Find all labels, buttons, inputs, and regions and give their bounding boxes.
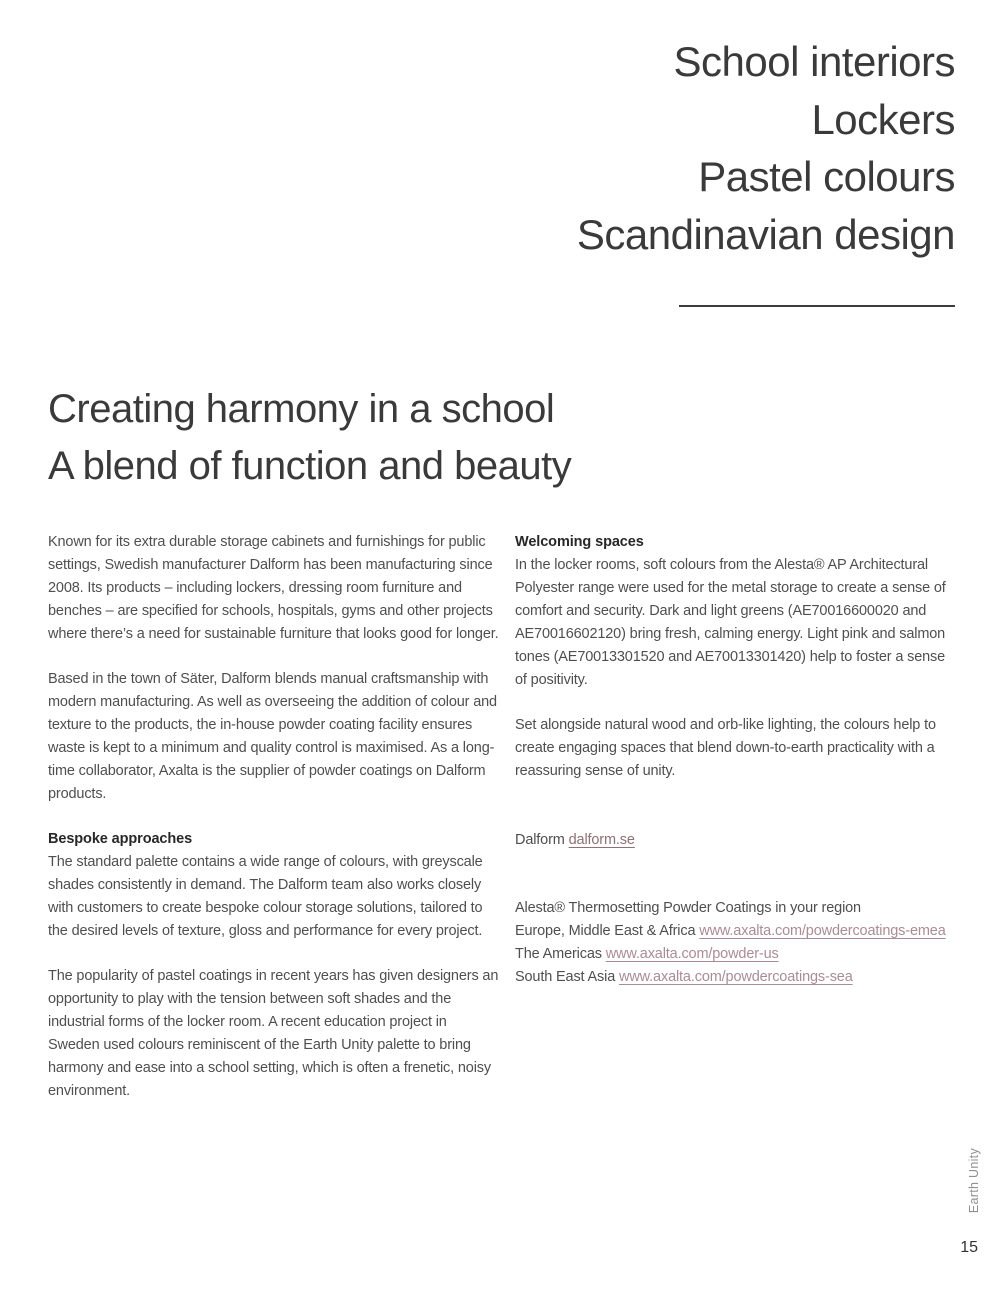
paragraph-standard-palette: The standard palette contains a wide range of colours, with greyscale shades consistently in demand. The Dalform team also works closely with customers to create bespoke colour storage solutions, tailored to the desired levels of texture, gloss and performance for every project. xyxy=(48,854,483,939)
page-number: 15 xyxy=(960,1239,978,1256)
body-column-left xyxy=(48,531,500,1103)
region-label-americas: The Americas xyxy=(515,946,602,962)
hero-line-lockers: Lockers xyxy=(811,95,955,143)
contact-line xyxy=(515,829,949,852)
article-title xyxy=(48,381,688,495)
regions-title: Alesta® Thermosetting Powder Coatings in your region xyxy=(515,900,861,916)
subheading-welcoming-spaces: Welcoming spaces xyxy=(515,534,644,550)
subheading-bespoke-approaches: Bespoke approaches xyxy=(48,831,193,847)
article-title-line-1: Creating harmony in a school xyxy=(48,387,555,431)
palette-side-label: Earth Unity xyxy=(967,1148,981,1214)
dalform-website-link[interactable]: dalform.se xyxy=(568,832,635,848)
body-column-right xyxy=(515,531,949,989)
paragraph-locker-room-colours: In the locker rooms, soft colours from the Alesta® AP Architectural Polyester range were used for the metal storage to create a sense of comfort and security. Dark and light greens (AE70016600020 and AE70016602120) bring fresh, calming energy. Light pink and salmon tones (AE70013301520 and AE70013301420) help to foster a sense of positivity. xyxy=(515,557,946,688)
region-link-emea[interactable]: www.axalta.com/powdercoatings-emea xyxy=(699,923,946,939)
paragraph-intro-dalform: Known for its extra durable storage cabinets and furnishings for public settings, Swedish manufacturer Dalform has been manufacturing since 2008. Its products – including lockers, dressing room furniture and benches – are specified for schools, hospitals, gyms and other projects where there’s a need for sustainable furniture that looks good for longer. xyxy=(48,534,499,642)
paragraph-sater-craftsmanship: Based in the town of Säter, Dalform blends manual craftsmanship with modern manufacturing. As well as overseeing the addition of colour and texture to the products, the in-house powder coating facility ensures waste is kept to a minimum and quality control is maximised. As a long-time collaborator, Axalta is the supplier of powder coatings on Dalform products. xyxy=(48,671,497,802)
region-label-sea: South East Asia xyxy=(515,969,616,985)
hero-line-pastel-colours: Pastel colours xyxy=(698,153,955,200)
region-link-americas[interactable]: www.axalta.com/powder-us xyxy=(605,946,779,962)
hero-heading xyxy=(395,33,955,307)
divider-rule xyxy=(679,305,955,307)
regions-block xyxy=(515,897,949,989)
article-title-line-2: A blend of function and beauty xyxy=(48,444,572,488)
paragraph-natural-wood: Set alongside natural wood and orb-like lighting, the colours help to create engaging spaces that blend down-to-earth practicality with a reassuring sense of unity. xyxy=(515,717,936,779)
hero-line-school-interiors: School interiors xyxy=(673,38,955,85)
hero-line-scandinavian-design: Scandinavian design xyxy=(576,210,955,258)
region-line-emea xyxy=(515,920,949,943)
region-label-emea: Europe, Middle East & Africa xyxy=(515,923,696,939)
region-line-sea xyxy=(515,966,949,989)
region-line-americas xyxy=(515,943,949,966)
paragraph-pastel-popularity: The popularity of pastel coatings in recent years has given designers an opportunity to play with the tension between soft shades and the industrial forms of the locker room. A recent education project in Sweden used colours reminiscent of the Earth Unity palette to bring harmony and ease into a school setting, which is often a frenetic, noisy environment. xyxy=(48,968,499,1099)
region-link-sea[interactable]: www.axalta.com/powdercoatings-sea xyxy=(619,969,853,985)
contact-label: Dalform xyxy=(515,832,565,848)
